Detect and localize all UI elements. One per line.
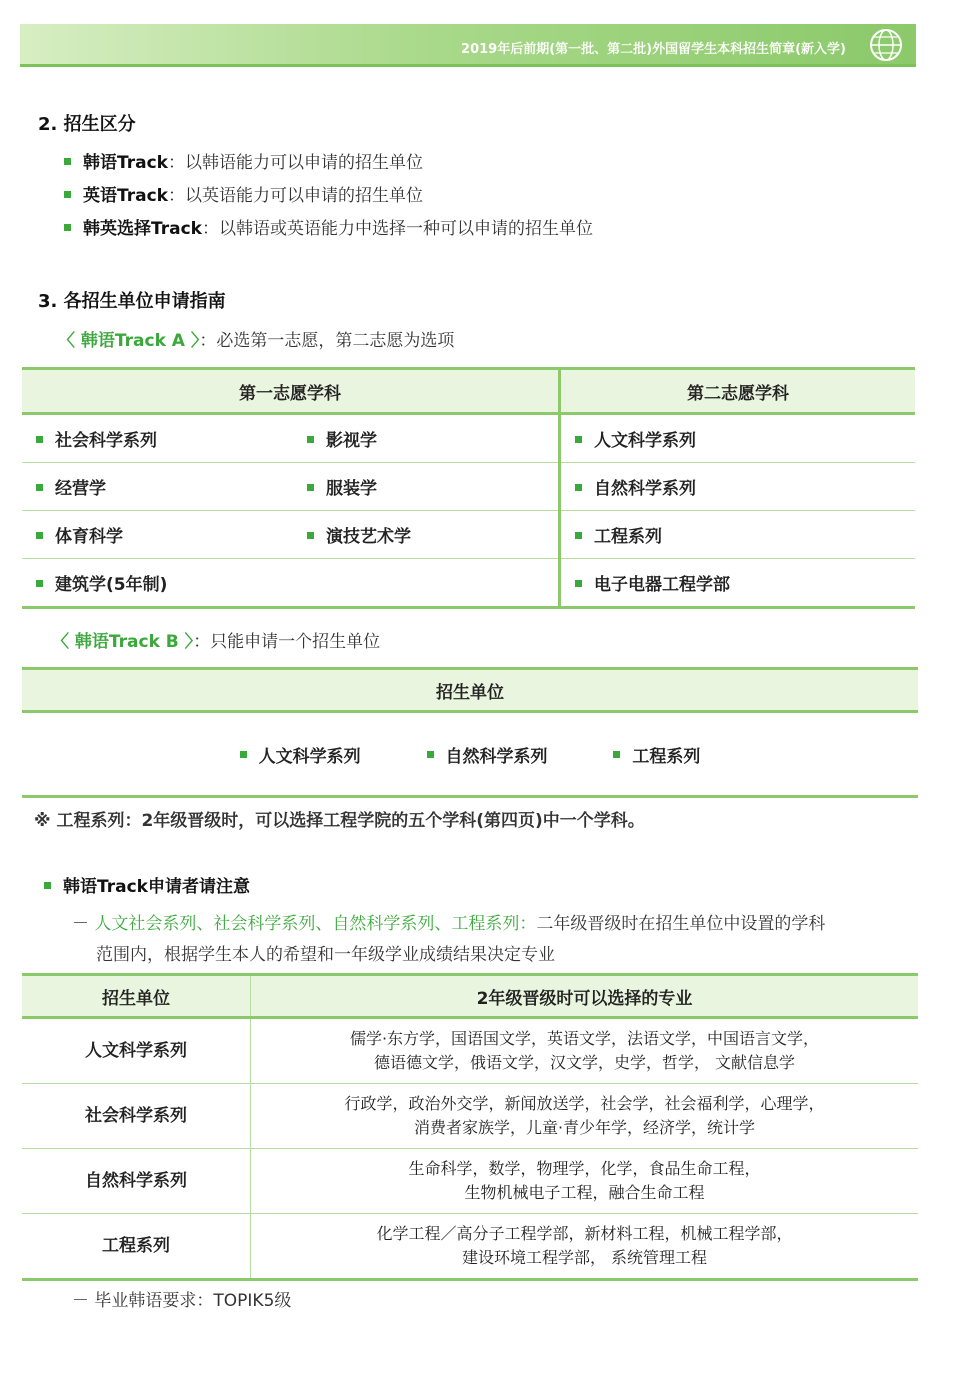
track-b-table — [22, 667, 918, 798]
section3-title: 3. 各招生单位申请指南 — [38, 291, 226, 312]
list-item: 英语Track：以英语能力可以申请的招生单位 — [64, 181, 423, 206]
header-title: 2019年后前期(第一批、第二批)外国留学生本科招生简章(新入学) — [461, 42, 846, 57]
table-row: 社会科学系列 影视学 人文科学系列 — [22, 414, 915, 463]
caution-line-2: 范围内，根据学生本人的希望和一年级学业成绩结果决定专业 — [96, 945, 555, 965]
page-header — [20, 24, 916, 67]
bullet-icon — [64, 191, 71, 198]
bullet-icon — [64, 158, 71, 165]
table-row: 社会科学系列 行政学，政治外交学，新闻放送学，社会学，社会福利学，心理学， 消费者家族学，儿童·青少年学，经济学，统计学 — [22, 1084, 918, 1149]
bullet-icon — [64, 224, 71, 231]
table-row: 人文科学系列 儒学·东方学，国语国文学，英语文学，法语文学，中国语言文学， 德语德文学，俄语文学，汉文学，史学，哲学， 文献信息学 — [22, 1018, 918, 1084]
major-table — [22, 973, 918, 1281]
globe-icon — [868, 27, 904, 63]
topik-requirement: － 毕业韩语要求：TOPIK5级 — [72, 1291, 292, 1311]
table-row: 体育科学 演技艺术学 工程系列 — [22, 511, 915, 559]
table-row: 工程系列 化学工程／高分子工程学部，新材料工程，机械工程学部， 建设环境工程学部， 系统管理工程 — [22, 1214, 918, 1280]
table-header: 招生单位 — [22, 975, 251, 1018]
track-a-table — [22, 367, 915, 609]
caution-line-1: － 人文社会系列、社会科学系列、自然科学系列、工程系列：二年级晋级时在招生单位中设置的学科 — [72, 914, 826, 934]
table-row: 建筑学(5年制) 电子电器工程学部 — [22, 559, 915, 608]
list-item: 人文科学系列 — [240, 742, 361, 767]
section2-title: 2. 招生区分 — [38, 114, 136, 135]
engineering-note: ※ 工程系列：2年级晋级时，可以选择工程学院的五个学科(第四页)中一个学科。 — [34, 811, 645, 831]
list-item: 自然科学系列 — [427, 742, 548, 767]
track-b-heading: 〈 韩语Track B 〉：只能申请一个招生单位 — [52, 632, 381, 652]
list-item: 韩语Track：以韩语能力可以申请的招生单位 — [64, 148, 423, 173]
table-row: 自然科学系列 生命科学，数学，物理学，化学，食品生命工程， 生物机械电子工程，融合生命工程 — [22, 1149, 918, 1214]
list-item: 韩英选择Track：以韩语或英语能力中选择一种可以申请的招生单位 — [64, 214, 593, 239]
list-item: 工程系列 — [613, 742, 700, 767]
caution-title: 韩语Track申请者请注意 — [44, 872, 250, 897]
bullet-icon — [44, 882, 51, 889]
table-header: 第一志愿学科 — [22, 369, 560, 414]
track-a-heading: 〈 韩语Track A 〉：必选第一志愿，第二志愿为选项 — [58, 331, 455, 351]
table-header: 招生单位 — [22, 669, 918, 712]
table-header: 第二志愿学科 — [560, 369, 916, 414]
table-header: 2年级晋级时可以选择的专业 — [251, 975, 919, 1018]
table-row: 经营学 服装学 自然科学系列 — [22, 463, 915, 511]
